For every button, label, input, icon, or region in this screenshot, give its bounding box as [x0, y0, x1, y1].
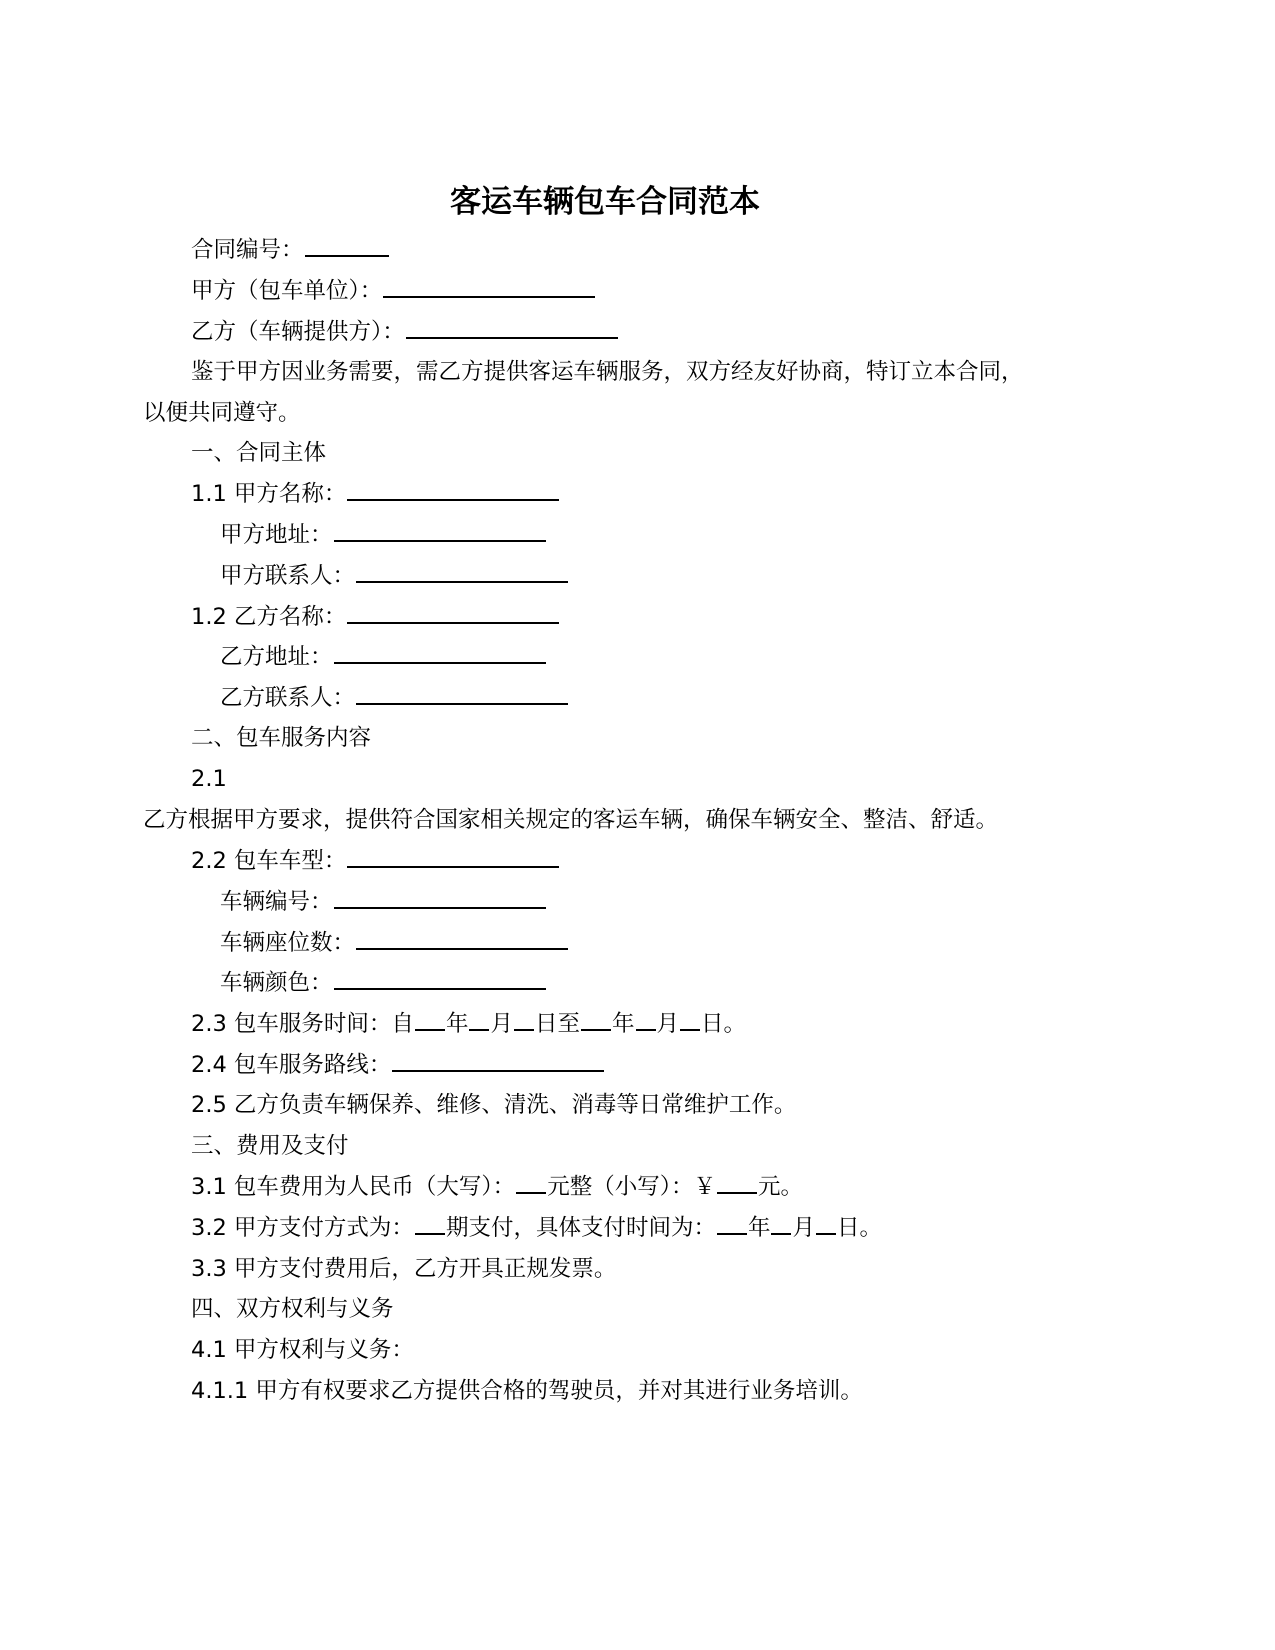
blank-line [415, 1213, 445, 1235]
preamble-line-2: 以便共同遵守。 [143, 400, 301, 426]
field-label: 甲方联系人： [220, 563, 356, 589]
text-segment: 日至 [534, 1011, 580, 1037]
field-label: 合同编号： [191, 237, 304, 263]
blank-line [406, 317, 618, 339]
contract-number-field [191, 235, 390, 265]
field-label: 乙方（车辆提供方）： [191, 319, 405, 345]
party-b-address-field [220, 642, 547, 672]
blank-line [771, 1213, 791, 1235]
text-segment: 2.3 包车服务时间：自 [191, 1011, 414, 1037]
text-segment: 3.2 甲方支付方式为： [191, 1215, 414, 1241]
blank-line [334, 520, 546, 542]
blank-line [415, 1009, 445, 1031]
blank-line [334, 968, 546, 990]
party-a-address-field [220, 520, 547, 550]
text-segment: 日。 [836, 1215, 882, 1241]
section-4-heading: 四、双方权利与义务 [191, 1296, 394, 1322]
blank-line [347, 846, 559, 868]
blank-line [816, 1213, 836, 1235]
party-b-field [191, 317, 619, 347]
blank-line [717, 1172, 757, 1194]
field-label: 1.2 乙方名称： [191, 604, 347, 630]
blank-line [680, 1009, 700, 1031]
text-segment: 年 [747, 1215, 771, 1241]
item-2-1-number: 2.1 [191, 766, 227, 792]
text-segment: 月 [490, 1011, 513, 1037]
document-title: 客运车辆包车合同范本 [450, 184, 760, 220]
field-label: 2.2 包车车型： [191, 848, 347, 874]
service-time-field [191, 1009, 746, 1039]
text-segment: 3.1 包车费用为人民币（大写）： [191, 1174, 516, 1200]
blank-line [305, 235, 389, 257]
section-3-heading: 三、费用及支付 [191, 1133, 349, 1159]
blank-line [516, 1172, 546, 1194]
item-4-1: 4.1 甲方权利与义务： [191, 1337, 414, 1363]
field-label: 甲方地址： [220, 522, 333, 548]
field-label: 车辆颜色： [220, 970, 333, 996]
blank-line [636, 1009, 656, 1031]
item-2-5: 2.5 乙方负责车辆保养、维修、清洗、消毒等日常维护工作。 [191, 1092, 797, 1118]
blank-line [334, 887, 546, 909]
field-label: 车辆编号： [220, 889, 333, 915]
party-b-contact-field [220, 683, 569, 713]
text-segment: 元整（小写）：￥ [547, 1174, 716, 1200]
section-1-heading: 一、合同主体 [191, 440, 327, 466]
text-segment: 月 [792, 1215, 815, 1241]
blank-line [383, 276, 595, 298]
blank-line [347, 479, 559, 501]
blank-line [581, 1009, 611, 1031]
payment-method-field [191, 1213, 882, 1243]
party-b-name-field [191, 602, 560, 632]
preamble-line-1: 鉴于甲方因业务需要，需乙方提供客运车辆服务，双方经友好协商，特订立本合同， [191, 359, 1024, 385]
blank-line [514, 1009, 534, 1031]
text-segment: 期支付，具体支付时间为： [445, 1215, 716, 1241]
item-3-3: 3.3 甲方支付费用后，乙方开具正规发票。 [191, 1256, 617, 1282]
vehicle-number-field [220, 887, 547, 917]
party-a-field [191, 276, 596, 306]
text-segment: 年 [611, 1011, 635, 1037]
field-label: 甲方（包车单位）： [191, 278, 383, 304]
text-segment: 日。 [701, 1011, 747, 1037]
blank-line [334, 642, 546, 664]
text-segment: 元。 [757, 1174, 803, 1200]
blank-line [469, 1009, 489, 1031]
blank-line [356, 928, 568, 950]
blank-line [347, 602, 559, 624]
party-a-contact-field [220, 561, 569, 591]
blank-line [717, 1213, 747, 1235]
vehicle-seats-field [220, 928, 569, 958]
section-2-heading: 二、包车服务内容 [191, 725, 372, 751]
vehicle-type-field [191, 846, 560, 876]
field-label: 1.1 甲方名称： [191, 481, 347, 507]
blank-line [356, 561, 568, 583]
field-label: 乙方联系人： [220, 685, 356, 711]
text-segment: 年 [445, 1011, 469, 1037]
blank-line [356, 683, 568, 705]
text-segment: 月 [656, 1011, 680, 1037]
party-a-name-field [191, 479, 560, 509]
fee-field [191, 1172, 803, 1202]
item-2-1-text: 乙方根据甲方要求，提供符合国家相关规定的客运车辆，确保车辆安全、整洁、舒适。 [143, 807, 999, 833]
vehicle-color-field [220, 968, 547, 998]
blank-line [392, 1050, 604, 1072]
field-label: 乙方地址： [220, 644, 333, 670]
field-label: 2.4 包车服务路线： [191, 1052, 392, 1078]
field-label: 车辆座位数： [220, 930, 356, 956]
service-route-field [191, 1050, 605, 1080]
item-4-1-1: 4.1.1 甲方有权要求乙方提供合格的驾驶员，并对其进行业务培训。 [191, 1378, 863, 1404]
